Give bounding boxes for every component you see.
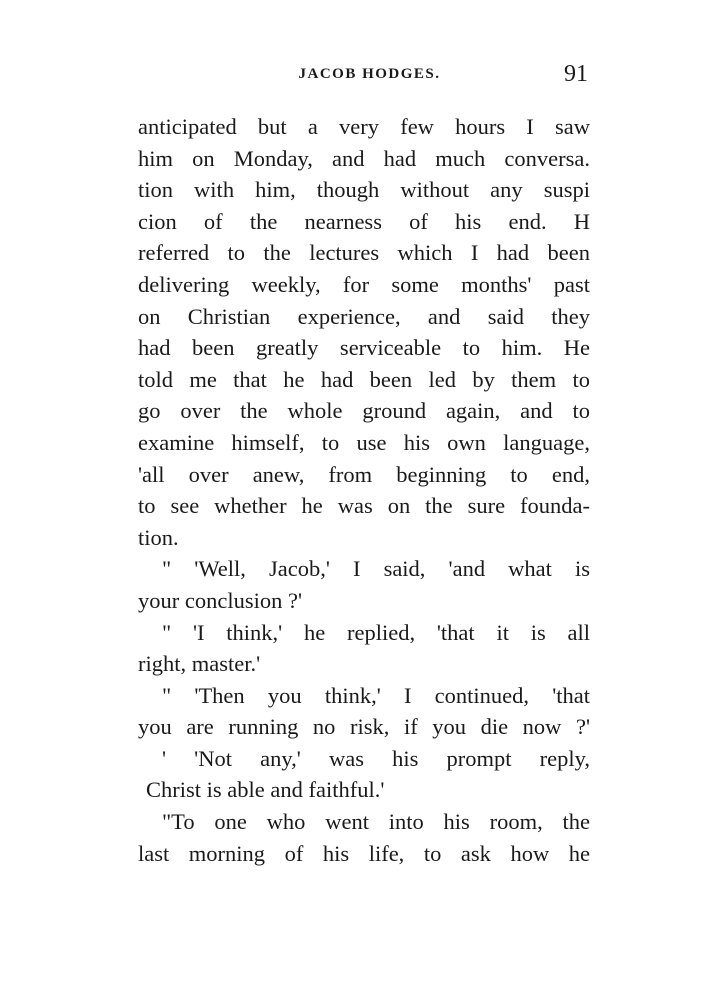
text-line: ' 'Not any,' was his prompt reply, (162, 745, 590, 771)
page-number: 91 (564, 61, 588, 87)
text-line: your conclusion ?' (138, 587, 303, 613)
text-line: on Christian experience, and said they (138, 303, 590, 329)
text-line: Christ is able and faithful.' (146, 777, 385, 803)
text-line: go over the whole ground again, and to (138, 398, 590, 424)
text-line: " 'Well, Jacob,' I said, 'and what is (162, 556, 590, 582)
text-line: tion. (138, 524, 179, 550)
text-line: him on Monday, and had much conversa. (138, 145, 590, 171)
body-text (138, 111, 590, 869)
text-line: cion of the nearness of his end. H (138, 208, 590, 234)
text-line: "To one who went into his room, the (162, 809, 590, 835)
text-line: right, master.' (138, 651, 261, 677)
text-line: to see whether he was on the sure founda- (138, 493, 590, 519)
text-line: had been greatly serviceable to him. He (138, 335, 590, 361)
text-line: " 'Then you think,' I continued, 'that (162, 682, 590, 708)
text-line: " 'I think,' he replied, 'that it is all (162, 619, 590, 645)
text-line: told me that he had been led by them to (138, 366, 590, 392)
text-line: 'all over anew, from beginning to end, (138, 461, 590, 487)
running-title: JACOB HODGES. (298, 66, 441, 82)
text-line: referred to the lectures which I had been (138, 240, 590, 266)
text-line: anticipated but a very few hours I saw (138, 114, 590, 139)
text-line: examine himself, to use his own language, (138, 429, 590, 455)
text-line: delivering weekly, for some months' past (138, 271, 590, 297)
text-line: last morning of his life, to ask how he (138, 840, 590, 866)
text-line: you are running no risk, if you die now ?' (138, 714, 590, 740)
text-line: tion with him, though without any suspi (138, 177, 590, 203)
